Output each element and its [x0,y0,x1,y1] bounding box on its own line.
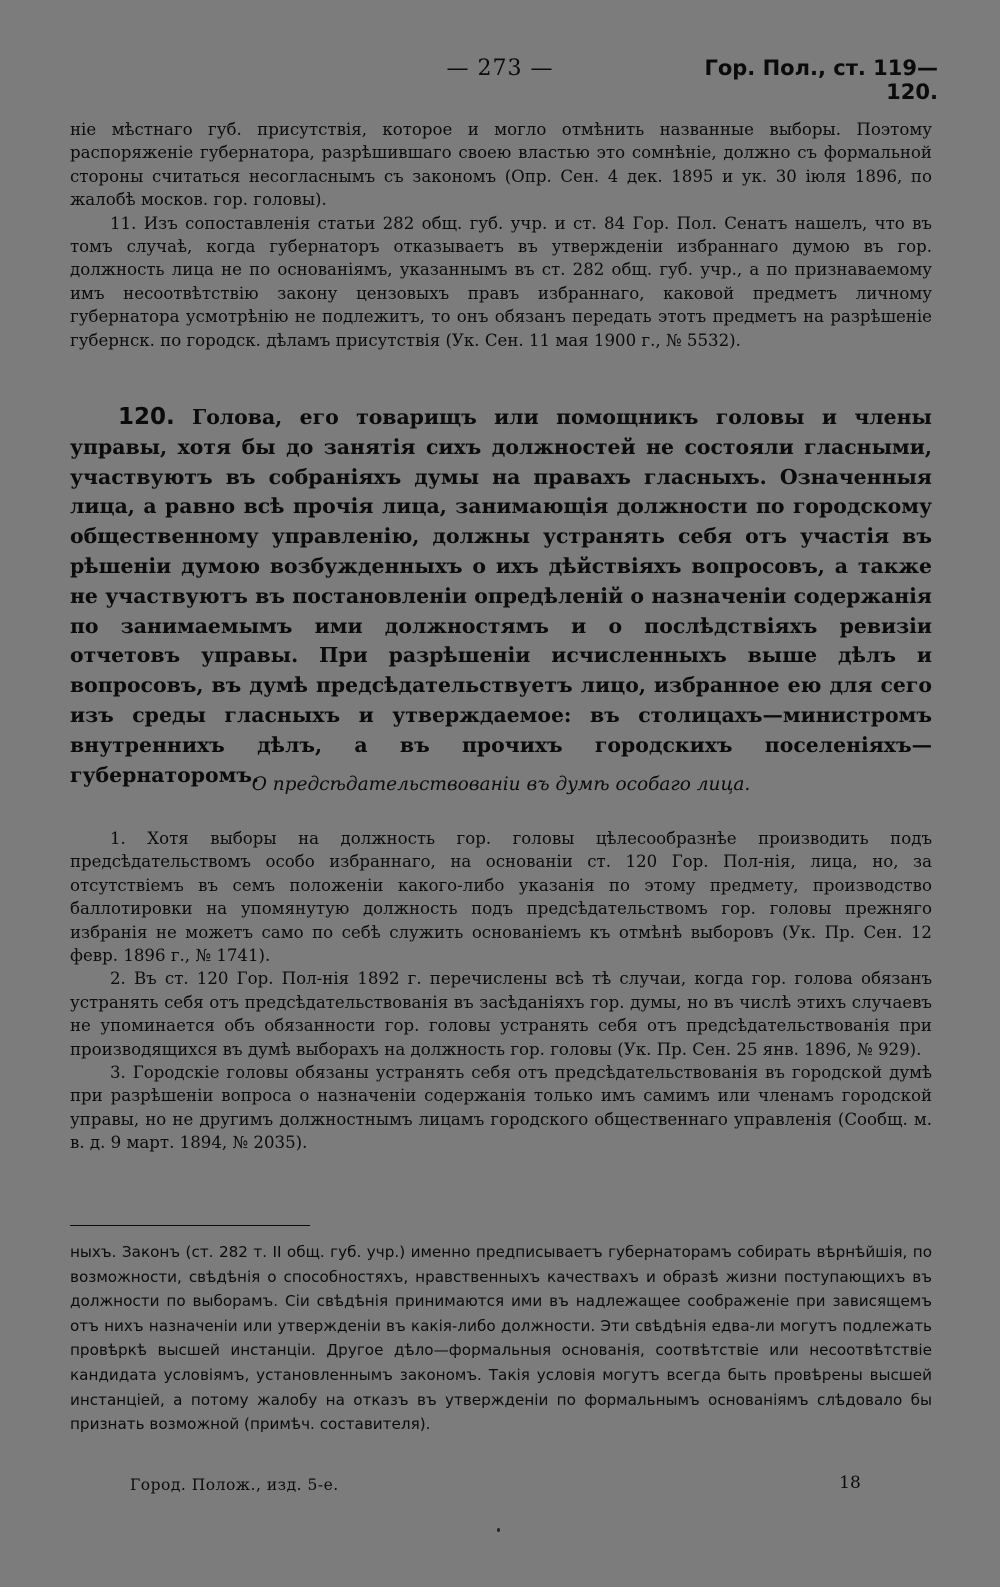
numbered-paragraphs [70,827,932,1155]
article-text: Голова, его товарищъ или помощникъ головы и члены управы, хотя бы до занятія сихъ должностей не состояли гласными, участвуютъ въ собраніяхъ думы на правахъ гласныхъ. Означенныя лица, а равно всѣ прочія лица, занимающія должности по городскому общественному управленію, должны устранять себя отъ участія въ рѣшеніи думою возбужденныхъ о ихъ дѣйствіяхъ вопросовъ, а также не участвуютъ въ постановленіи опредѣленій о назначеніи содержанія по занимаемымъ ими должностямъ и о послѣдствіяхъ ревизіи отчетовъ управы. При разрѣшеніи исчисленныхъ выше дѣлъ и вопросовъ, въ думѣ предсѣдательствуетъ лицо, избранное ею для сего изъ среды гласныхъ и утверждаемое: въ столицахъ—министромъ внутреннихъ дѣлъ, а въ прочихъ городскихъ поселеніяхъ—губернаторомъ. [70,405,932,787]
article-number: 120. [118,404,175,430]
footnote-separator [70,1225,310,1226]
numbered-paragraph-2: 2. Въ ст. 120 Гор. Пол-нія 1892 г. перечислены всѣ тѣ случаи, когда гор. голова обязанъ устранять себя отъ предсѣдательствованія въ засѣданіяхъ гор. думы, но въ числѣ этихъ случаевъ не упоминается объ обязанности гор. головы устранять себя отъ предсѣдательствованія при производящихся въ думѣ выборахъ на должность гор. головы (Ук. Пр. Сен. 25 янв. 1896, № 929). [70,969,932,1059]
numbered-paragraph-3: 3. Городскіе головы обязаны устранять себя отъ предсѣдательствованія въ городской думѣ при разрѣшеніи вопроса о назначеніи содержанія только имъ самимъ или членамъ городской управы, но не другимъ должностнымъ лицамъ городского общественнаго управленія (Сообщ. м. в. д. 9 март. 1894, № 2035). [70,1063,932,1153]
paragraph-11: 11. Изъ сопоставленія статьи 282 общ. губ. учр. и ст. 84 Гор. Пол. Сенатъ нашелъ, что въ томъ случаѣ, когда губернаторъ отказываетъ въ утвержденіи избраннаго думою въ гор. должность лица не по основаніямъ, указаннымъ въ ст. 282 общ. губ. учр., а по признаваемому имъ несоотвѣтствію закону цензовыхъ правъ избраннаго, каковой предметъ личному губернатора усмотрѣнію не подлежитъ, то онъ обязанъ передать этотъ предметъ на разрѣшеніе губернск. по городск. дѣламъ присутствія (Ук. Сен. 11 мая 1900 г., № 5532). [70,213,932,350]
top-paragraphs [70,118,932,352]
footer-signature: Город. Полож., изд. 5-е. [130,1476,339,1494]
footnote-block [70,1240,932,1437]
footnote-text: ныхъ. Законъ (ст. 282 т. II общ. губ. учр.) именно предписываетъ губернаторамъ собирать вѣрнѣйшія, по возможности, свѣдѣнія о способностяхъ, нравственныхъ качествахъ и образѣ жизни поступающихъ въ должности по выборамъ. Сіи свѣдѣнія принимаются ими въ надлежащее соображеніе при зависящемъ отъ нихъ назначеніи или утвержденіи въ какія-либо должности. Эти свѣдѣнія едва-ли могутъ подлежать провѣркѣ высшей инстанціи. Другое дѣло—формальныя основанія, соотвѣтствіе или несоотвѣтствіе кандидата условіямъ, установленнымъ закономъ. Такія условія могутъ всегда быть провѣрены высшей инстанціей, а потому жалобу на отказъ въ утвержденіи по формальнымъ основаніямъ слѣдовало бы признать возможной (примѣч. составителя). [70,1243,932,1434]
print-speck [497,1528,500,1532]
article-120 [70,403,932,790]
footer-sheet-number: 18 [839,1473,861,1493]
section-subheading: О предсѣдательствованіи въ думѣ особаго лица. [251,774,751,795]
numbered-paragraph-1: 1. Хотя выборы на должность гор. головы цѣлесообразнѣе производить подъ предсѣдательствомъ особо избраннаго, на основаніи ст. 120 Гор. Пол-нія, лица, но, за отсутствіемъ въ семъ положеніи какого-либо указанія по этому предмету, производство баллотировки на упомянутую должность подъ предсѣдательствомъ гор. головы прежняго избранія не можетъ само по себѣ служить основаніемъ къ отмѣнѣ выборовъ (Ук. Пр. Сен. 12 февр. 1896 г., № 1741). [70,829,932,966]
article-paragraph [70,403,932,790]
continuation-paragraph: ніе мѣстнаго губ. присутствія, которое и могло отмѣнить названные выборы. Поэтому распоряженіе губернатора, разрѣшившаго своею властью это сомнѣніе, должно съ формальной стороны считаться несогласнымъ съ закономъ (Опр. Сен. 4 дек. 1895 и ук. 30 іюля 1896, по жалобѣ москов. гор. головы). [70,120,932,210]
page-number: — 273 — [446,56,554,81]
running-header: Гор. Пол., ст. 119—120. [704,56,938,104]
